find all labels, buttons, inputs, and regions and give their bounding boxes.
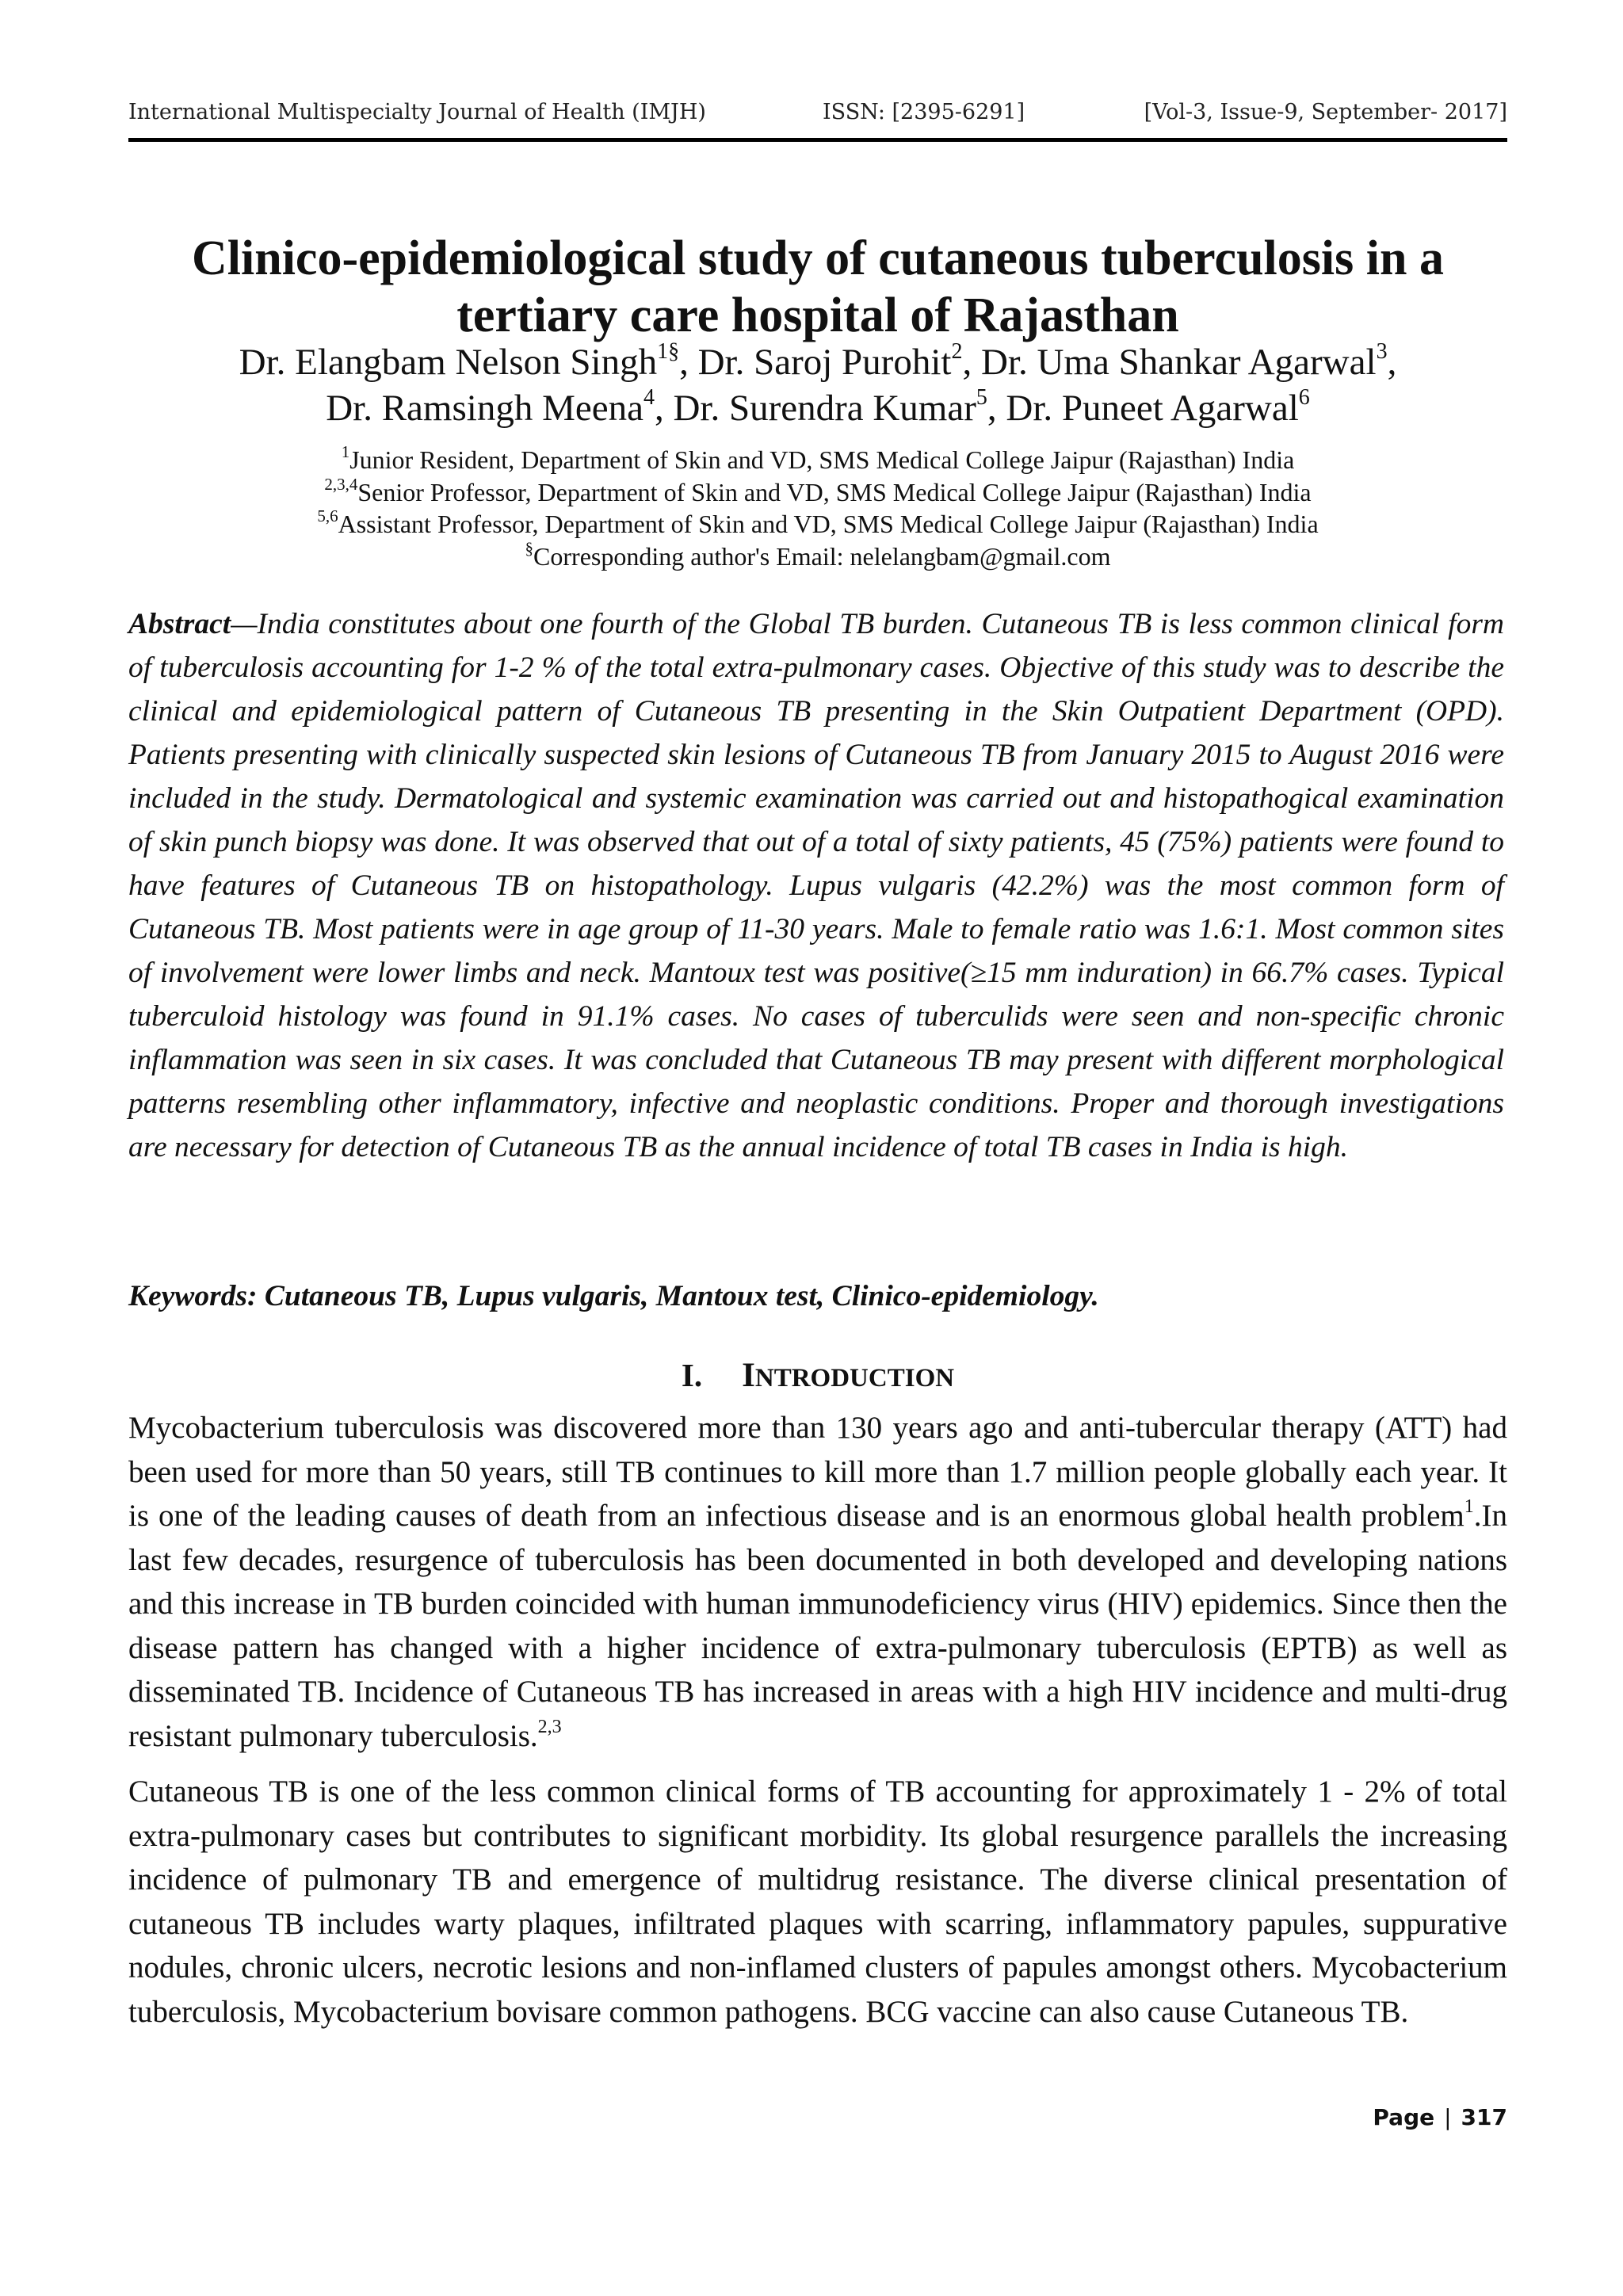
author-separator: , xyxy=(1387,342,1397,383)
page-number: 317 xyxy=(1461,2104,1507,2130)
author-name: Dr. Saroj Purohit xyxy=(697,342,952,383)
author-name: Dr. Surendra Kumar xyxy=(673,388,976,429)
author-superscript: 6 xyxy=(1298,385,1310,410)
issn: ISSN: [2395-6291] xyxy=(823,100,1025,124)
affiliation-list xyxy=(128,444,1507,572)
author-separator: , xyxy=(987,388,1006,429)
abstract-text: —India constitutes about one fourth of the Global TB burden. Cutaneous TB is less common clinical form of tuberculosis accounting for 1-2 % of the total extra-pulmonary cases. Objective of this study was to describe the clinical and epidemiological pattern of Cutaneous TB presenting in the Skin Outpatient Department (OPD). Patients presenting with clinically suspected skin lesions of Cutaneous TB from January 2015 to August 2016 were included in the study. Dermatological and systemic examination was carried out and histopathogical examination of skin punch biopsy was done. It was observed that out of a total of sixty patients, 45 (75%) patients were found to have features of Cutaneous TB on histopathology. Lupus vulgaris (42.2%) was the most common form of Cutaneous TB. Most patients were in age group of 11-30 years. Male to female ratio was 1.6:1. Most common sites of involvement were lower limbs and neck. Mantoux test was positive(≥15 mm induration) in 66.7% cases. Typical tuberculoid histology was found in 91.1% cases. No cases of tuberculids were seen and non-specific chronic inflammation was seen in six cases. It was concluded that Cutaneous TB may present with different morphological patterns resembling other inflammatory, infective and neoplastic conditions. Proper and thorough investigations are necessary for detection of Cutaneous TB as the annual incidence of total TB cases in India is high. xyxy=(128,608,1504,1163)
section-heading-introduction xyxy=(128,1355,1507,1398)
section-title-rest: NTRODUCTION xyxy=(754,1364,955,1392)
author-separator: , xyxy=(654,388,674,429)
section-number: I. xyxy=(681,1357,703,1393)
author-superscript: 1§ xyxy=(657,339,680,364)
author-separator: , xyxy=(679,342,698,383)
citation-superscript: 1 xyxy=(1464,1496,1474,1517)
paragraph-text: .In last few decades, resurgence of tuberculosis has been documented in both developed and developing nations and this increase in TB burden coincided with human immunodeficiency virus (HIV) epidemics. Since then the disease pattern has changed with a higher incidence of extra-pulmonary tuberculosis (EPTB) as well as disseminated TB. Incidence of Cutaneous TB has increased in areas with a high HIV incidence and multi-drug resistant pulmonary tuberculosis. xyxy=(128,1499,1507,1753)
corresponding-author-line xyxy=(128,538,1507,573)
affiliation-line xyxy=(128,444,1507,476)
paragraph-text: Mycobacterium tuberculosis was discovered more than 130 years ago and anti-tubercular therapy (ATT) had been used for more than 50 years, still TB continues to kill more than 1.7 million people globally each year. It is one of the leading causes of death from an infectious disease and is an enormous global health problem xyxy=(128,1411,1507,1533)
page-footer xyxy=(1373,2104,1507,2130)
intro-paragraph-2: Cutaneous TB is one of the less common clinical forms of TB accounting for approximately 1 - 2% of total extra-pulmonary cases but contributes to significant morbidity. Its global resurgence parallels the increasing incidence of pulmonary TB and emergence of multidrug resistance. The diverse clinical presentation of cutaneous TB includes warty plaques, infiltrated plaques with scarring, inflammatory papules, suppurative nodules, chronic ulcers, necrotic lesions and non-inflamed clusters of papules amongst others. Mycobacterium tuberculosis, Mycobacterium bovisare common pathogens. BCG vaccine can also cause Cutaneous TB. xyxy=(128,1775,1507,2029)
affiliation-line xyxy=(128,508,1507,541)
running-header xyxy=(128,100,1507,132)
author-superscript: 2 xyxy=(951,339,963,364)
author-superscript: 4 xyxy=(643,385,655,410)
volume-issue: [Vol-3, Issue-9, September- 2017] xyxy=(1144,100,1507,124)
author-name: Dr. Elangbam Nelson Singh xyxy=(239,342,658,383)
citation-superscript: 2,3 xyxy=(537,1716,562,1737)
corresponding-email: Corresponding author's Email: nelelangbam@gmail.com xyxy=(533,541,1111,571)
footer-separator: | xyxy=(1444,2104,1452,2130)
author-name: Dr. Uma Shankar Agarwal xyxy=(980,342,1377,383)
affiliation-line xyxy=(128,476,1507,509)
affiliation-superscript: 2,3,4 xyxy=(324,474,358,494)
paper-title: Clinico-epidemiological study of cutaneous tuberculosis in a tertiary care hospital of Rajasthan xyxy=(192,231,1444,342)
author-name: Dr. Puneet Agarwal xyxy=(1006,388,1299,429)
page-label: Page xyxy=(1373,2104,1435,2130)
affiliation-superscript: 1 xyxy=(341,442,350,461)
affiliation-text: Senior Professor, Department of Skin and VD, SMS Medical College Jaipur (Rajasthan) India xyxy=(357,477,1312,506)
abstract-label: Abstract xyxy=(128,608,231,640)
author-superscript: 3 xyxy=(1376,339,1388,364)
affiliation-text: Assistant Professor, Department of Skin and VD, SMS Medical College Jaipur (Rajasthan) India xyxy=(338,510,1319,538)
author-superscript: 5 xyxy=(976,385,987,410)
journal-name: International Multispecialty Journal of Health (IMJH) xyxy=(128,100,706,124)
abstract xyxy=(128,602,1504,1169)
author-name: Dr. Ramsingh Meena xyxy=(326,388,643,429)
affiliation-text: Junior Resident, Department of Skin and VD, SMS Medical College Jaipur (Rajasthan) India xyxy=(349,445,1295,474)
affiliation-superscript: 5,6 xyxy=(317,506,338,525)
intro-paragraph-1 xyxy=(128,1406,1507,1758)
section-title-initial: I xyxy=(742,1357,755,1394)
affiliation-superscript: § xyxy=(525,538,534,558)
author-separator: , xyxy=(962,342,981,383)
author-list xyxy=(128,339,1507,431)
keywords: Keywords: Cutaneous TB, Lupus vulgaris, Mantoux test, Clinico-epidemiology. xyxy=(128,1280,1099,1312)
header-rule xyxy=(128,138,1507,142)
